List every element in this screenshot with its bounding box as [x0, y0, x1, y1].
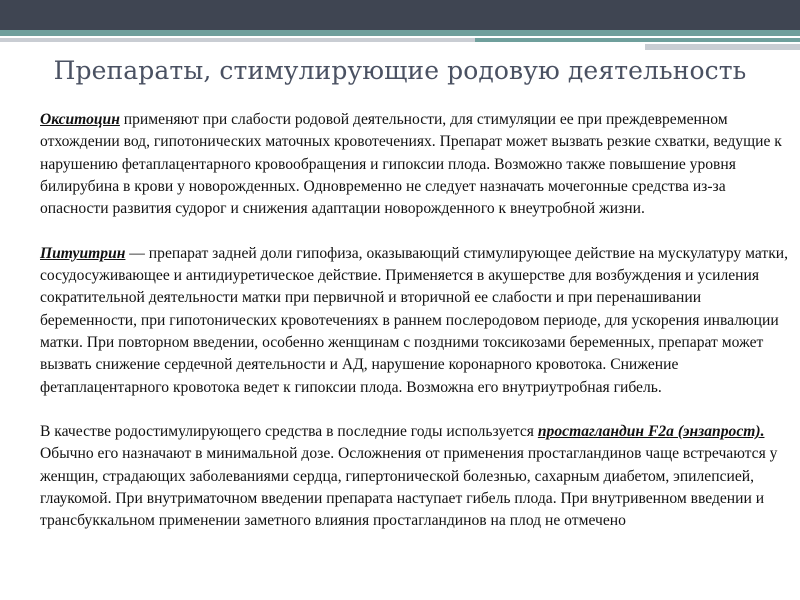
header-band-teal-thin: [475, 38, 800, 42]
paragraph-text: применяют при слабости родовой деятельности, для стимуляции ее при преждевременном отхождении вод, гипотонических маточных кровотечениях. Препарат может вызвать резкие схватки, ведущие к нарушению фетаплацентарного кровообращения и гипоксии плода. Возможно также повышение уровня билирубина в крови у новорожденных. Одновременно не следует назначать мочегонные средства из-за опасности развития судорог и снижения адаптации новорожденного к внеутробной жизни.: [40, 111, 782, 218]
paragraph-pituitrin: [40, 243, 792, 399]
header-band-grey: [0, 38, 475, 42]
paragraph-text: Обычно его назначают в минимальной дозе. Осложнения от применения простагландинов чаще встречаются у женщин, страдающих заболеваниями сердца, гипертонической болезнью, сахарным диабетом, эпилепсией, глаукомой. При внутриматочном введении препарата наступает гибель плода. При внутривенном введении и трансбуккальном применении заметного влияния простагландинов на плод не отмечено: [40, 445, 778, 530]
header-band-grey-accent: [645, 44, 800, 50]
header-band-dark: [0, 0, 800, 30]
slide-body: [40, 109, 792, 533]
paragraph-oxytocin: [40, 109, 792, 220]
slide-title: Препараты, стимулирующие родовую деятельность: [53, 56, 747, 85]
paragraph-lead: В качестве родостимулирующего средства в последние годы используется: [40, 423, 538, 441]
term-oxytocin: Окситоцин: [40, 111, 120, 128]
term-prostaglandin: простагландин F2a (энзапрост).: [537, 423, 765, 441]
term-pituitrin: Питуитрин: [40, 244, 126, 262]
paragraph-prostaglandin: [40, 421, 792, 532]
paragraph-text: — препарат задней доли гипофиза, оказывающий стимулирующее действие на мускулатуру матки, сосудосуживающее и антидиуретическое действие. Применяется в акушерстве для возбуждения и усиления сократительной деятельности матки при первичной и вторичной ее слабости и при перенашивании беременности, при гипотонических кровотечениях в раннем послеродовом периоде, для ускорения инвалюции матки. При повторном введении, особенно женщинам с поздними токсикозами беременных, препарат может вызвать снижение сердечной деятельности и АД, нарушение коронарного кровотока. Снижение фетаплацентарного кровотока ведет к гипоксии плода. Возможна его внутриутробная гибель.: [40, 244, 789, 396]
